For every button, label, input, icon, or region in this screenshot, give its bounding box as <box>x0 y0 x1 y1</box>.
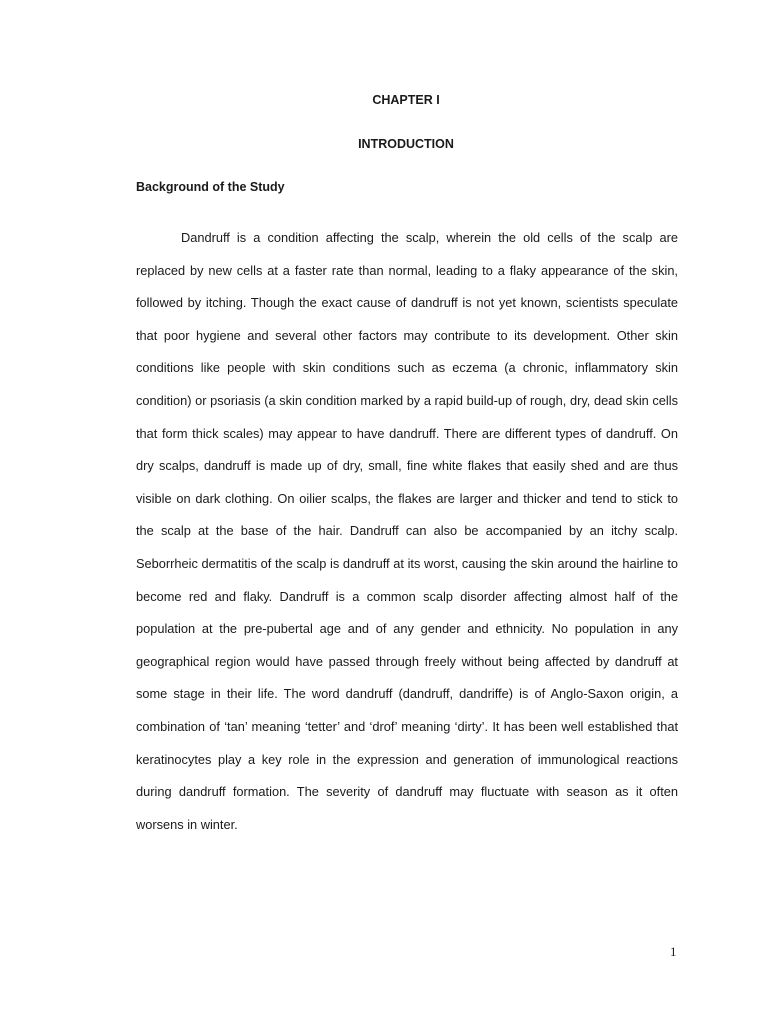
chapter-heading: CHAPTER I <box>372 93 440 107</box>
chapter-title: INTRODUCTION <box>358 137 454 151</box>
body-paragraph: Dandruff is a condition affecting the scalp, wherein the old cells of the scalp are replaced by new cells at a faster rate than normal, leading to a flaky appearance of the skin, followed by itching. Though the exact cause of dandruff is not yet known, scientists speculate that poor hygiene and several other factors may contribute to its development. Other skin conditions like people with skin conditions such as eczema (a chronic, inflammatory skin condition) or psoriasis (a skin condition marked by a rapid build-up of rough, dry, dead skin cells that form thick scales) may appear to have dandruff. There are different types of dandruff. On dry scalps, dandruff is made up of dry, small, fine white flakes that easily shed and are thus visible on dark clothing. On oilier scalps, the flakes are larger and thicker and tend to stick to the scalp at the base of the hair. Dandruff can also be accompanied by an itchy scalp. Seborrheic dermatitis of the scalp is dandruff at its worst, causing the skin around the hairline to become red and flaky. Dandruff is a common scalp disorder affecting almost half of the population at the pre-pubertal age and of any gender and ethnicity. No population in any geographical region would have passed through freely without being affected by dandruff at some stage in their life. The word dandruff (dandruff, dandriffe) is of Anglo-Saxon origin, a combination of ‘tan’ meaning ‘tetter’ and ‘drof’ meaning ‘dirty’. It has been well established that keratinocytes play a key role in the expression and generation of immunological reactions during dandruff formation. The severity of dandruff may fluctuate with season as it often worsens in winter. <box>136 230 678 832</box>
page-number: 1 <box>670 944 677 959</box>
section-heading: Background of the Study <box>136 180 285 194</box>
